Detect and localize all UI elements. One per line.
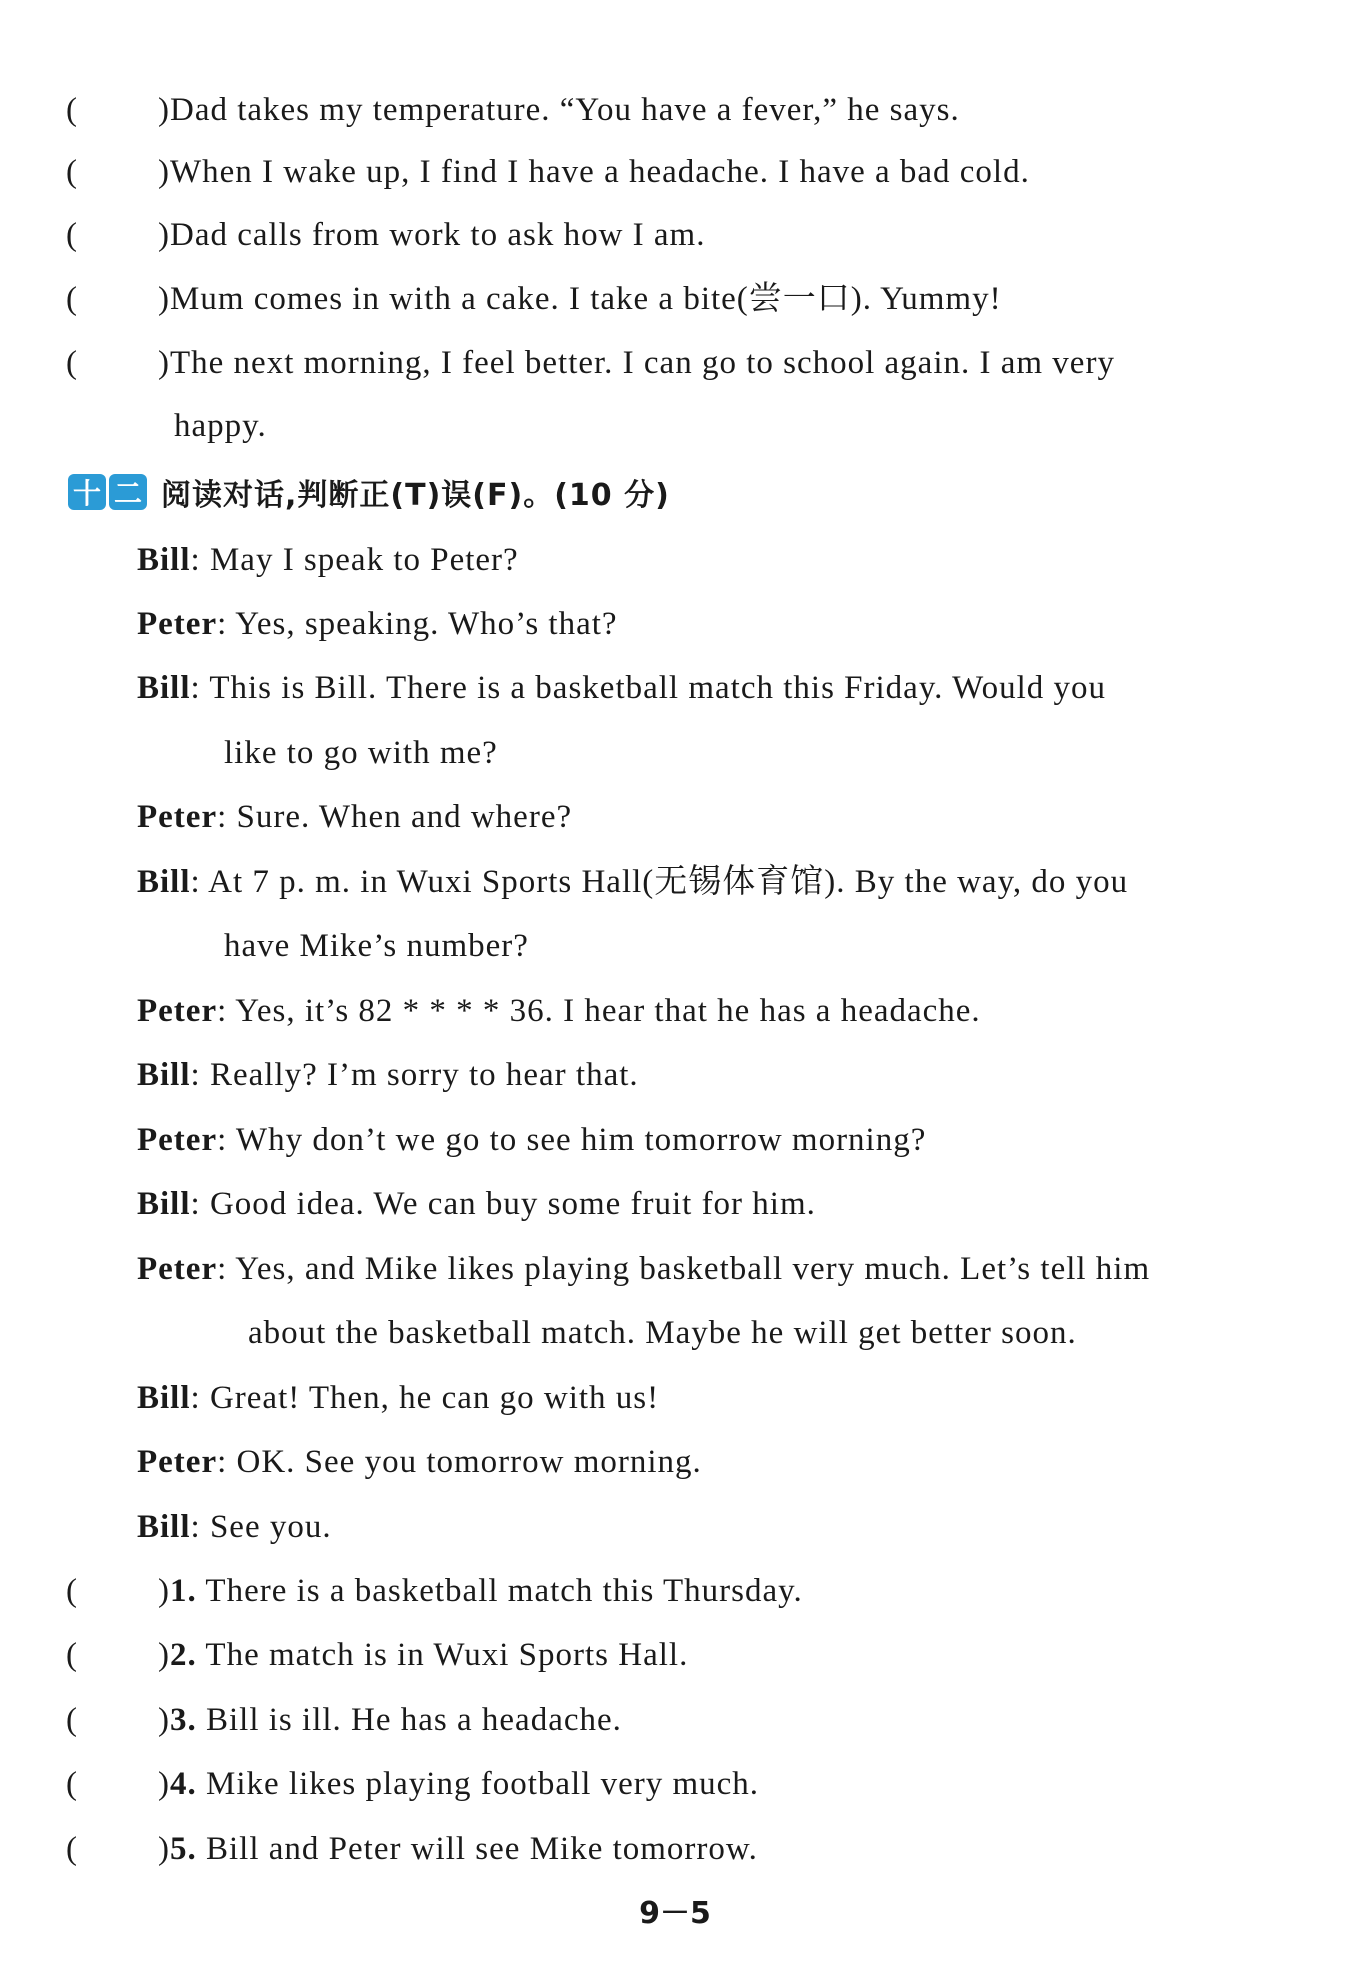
colon: :	[217, 1251, 228, 1287]
speaker: Peter	[137, 1444, 218, 1480]
page-number: 9－5	[639, 1896, 711, 1931]
colon: :	[217, 1444, 228, 1480]
colon: :	[217, 993, 228, 1029]
answer-paren[interactable]: (	[66, 345, 77, 381]
question-text: There is a basketball match this Thursday.	[205, 1573, 803, 1609]
question-item: )3. Bill is ill. He has a headache.	[158, 1702, 622, 1738]
dialogue-line	[137, 540, 519, 580]
answer-paren[interactable]: (	[66, 1702, 77, 1738]
colon: :	[217, 606, 228, 642]
colon: :	[190, 864, 201, 900]
dialogue-continuation: about the basketball match. Maybe he will get better soon.	[248, 1315, 1077, 1351]
question-item: )1. There is a basketball match this Thursday.	[158, 1573, 803, 1609]
question-number: 1.	[170, 1573, 197, 1609]
dialogue-text: Yes, and Mike likes playing basketball very much. Let’s tell him	[235, 1251, 1151, 1287]
ordering-item: )Dad calls from work to ask how I am.	[158, 217, 706, 253]
dialogue-text: OK. See you tomorrow morning.	[236, 1444, 702, 1480]
dialogue-continuation: like to go with me?	[224, 735, 498, 771]
question-text: Bill and Peter will see Mike tomorrow.	[206, 1831, 758, 1867]
dialogue-line	[137, 1249, 1150, 1289]
dialogue-text: At 7 p. m. in Wuxi Sports Hall(无锡体育馆). By the way, do you	[208, 864, 1129, 900]
dialogue-continuation: have Mike’s number?	[224, 928, 529, 964]
dialogue-text: Really? I’m sorry to hear that.	[209, 1057, 639, 1093]
colon: :	[190, 1509, 201, 1545]
badge-char: 十	[68, 474, 106, 510]
ordering-item: )When I wake up, I find I have a headache. I have a bad cold.	[158, 154, 1030, 190]
dialogue-text: Sure. When and where?	[236, 799, 573, 835]
dialogue-line	[137, 862, 1128, 902]
dialogue-line	[137, 1442, 702, 1482]
colon: :	[190, 542, 201, 578]
dialogue-line	[137, 1120, 926, 1160]
question-text: Bill is ill. He has a headache.	[206, 1702, 622, 1738]
ordering-item-continuation: happy.	[174, 408, 267, 444]
question-item: )2. The match is in Wuxi Sports Hall.	[158, 1637, 689, 1673]
dialogue-text: May I speak to Peter?	[209, 542, 519, 578]
dialogue-text: See you.	[209, 1509, 332, 1545]
dialogue-text: Yes, speaking. Who’s that?	[235, 606, 618, 642]
ordering-item: )Dad takes my temperature. “You have a fever,” he says.	[158, 92, 960, 128]
dialogue-line	[137, 1378, 659, 1418]
question-text: Mike likes playing football very much.	[206, 1766, 760, 1802]
question-number: 2.	[170, 1637, 197, 1673]
colon: :	[190, 1057, 201, 1093]
dialogue-line	[137, 797, 572, 837]
dialogue-line	[137, 668, 1106, 708]
speaker: Peter	[137, 993, 218, 1029]
question-number: 3.	[170, 1702, 197, 1738]
answer-paren[interactable]: (	[66, 281, 77, 317]
speaker: Bill	[137, 1509, 191, 1545]
colon: :	[190, 1186, 201, 1222]
answer-paren[interactable]: (	[66, 1766, 77, 1802]
dialogue-text: This is Bill. There is a basketball match this Friday. Would you	[209, 670, 1106, 706]
speaker: Bill	[137, 542, 191, 578]
dialogue-text: Yes, it’s 82 * * * * 36. I hear that he has a headache.	[235, 993, 981, 1029]
section-title: 阅读对话,判断正(T)误(F)。(10 分)	[161, 478, 670, 513]
dialogue-line	[137, 604, 618, 644]
question-text: The match is in Wuxi Sports Hall.	[205, 1637, 689, 1673]
dialogue-line	[137, 1184, 816, 1224]
speaker: Peter	[137, 1251, 218, 1287]
question-item: )4. Mike likes playing football very much.	[158, 1766, 760, 1802]
dialogue-line	[137, 1055, 639, 1095]
speaker: Peter	[137, 606, 218, 642]
colon: :	[217, 1122, 228, 1158]
speaker: Peter	[137, 799, 218, 835]
section-number-badge	[68, 474, 147, 510]
question-item: )5. Bill and Peter will see Mike tomorrow.	[158, 1831, 758, 1867]
answer-paren[interactable]: (	[66, 154, 77, 190]
dialogue-text: Why don’t we go to see him tomorrow morning?	[235, 1122, 927, 1158]
dialogue-text: Great! Then, he can go with us!	[209, 1380, 660, 1416]
question-number: 5.	[170, 1831, 197, 1867]
speaker: Bill	[137, 1186, 191, 1222]
dialogue-text: Good idea. We can buy some fruit for him.	[209, 1186, 816, 1222]
answer-paren[interactable]: (	[66, 1637, 77, 1673]
ordering-item: )Mum comes in with a cake. I take a bite(尝一口). Yummy!	[158, 281, 1002, 317]
dialogue-line	[137, 1507, 332, 1547]
ordering-item: )The next morning, I feel better. I can go to school again. I am very	[158, 345, 1115, 381]
dialogue-line	[137, 991, 981, 1031]
answer-paren[interactable]: (	[66, 92, 77, 128]
colon: :	[217, 799, 228, 835]
colon: :	[190, 1380, 201, 1416]
answer-paren[interactable]: (	[66, 1831, 77, 1867]
speaker: Peter	[137, 1122, 218, 1158]
colon: :	[190, 670, 201, 706]
speaker: Bill	[137, 670, 191, 706]
question-number: 4.	[170, 1766, 197, 1802]
speaker: Bill	[137, 864, 191, 900]
answer-paren[interactable]: (	[66, 1573, 77, 1609]
speaker: Bill	[137, 1057, 191, 1093]
answer-paren[interactable]: (	[66, 217, 77, 253]
badge-char: 二	[109, 474, 147, 510]
speaker: Bill	[137, 1380, 191, 1416]
section-header	[68, 470, 670, 514]
